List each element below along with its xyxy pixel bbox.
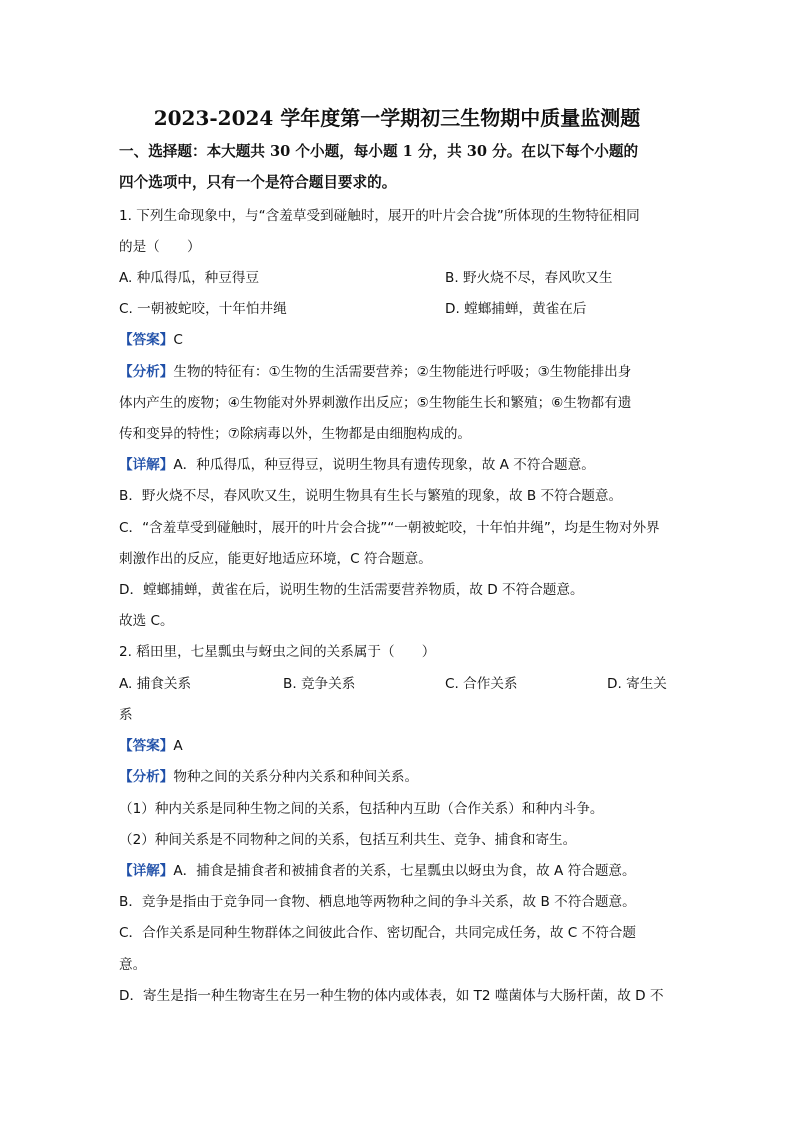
page-title: 2023-2024 学年度第一学期初三生物期中质量监测题 — [153, 106, 641, 130]
q2-option-d-wrap: 系 — [119, 707, 133, 723]
q2-analysis-line1 — [119, 767, 679, 787]
q1-option-b: B. 野火烧不尽，春风吹又生 — [445, 270, 613, 286]
q2-detail-c-line1: C．合作关系是同种生物群体之间彼此合作、密切配合，共同完成任务，故 C 不符合题 — [119, 925, 636, 941]
section-heading-line2: 四个选项中，只有一个是符合题目要求的。 — [119, 174, 397, 191]
q2-option-a: A. 捕食关系 — [119, 676, 192, 692]
q1-analysis-line1 — [119, 362, 679, 382]
answer-tag: 【答案】 — [119, 332, 174, 348]
q1-option-d: D. 螳螂捕蝉，黄雀在后 — [445, 301, 587, 317]
q1-stem-line1: 1. 下列生命现象中，与“含羞草受到碰触时，展开的叶片会合拢”所体现的生物特征相同 — [119, 208, 640, 224]
q2-option-c: C. 合作关系 — [445, 676, 518, 692]
q2-detail-d: D．寄生是指一种生物寄生在另一种生物的体内或体表，如 T2 噬菌体与大肠杆菌，故 D 不 — [119, 988, 664, 1004]
answer-tag: 【答案】 — [119, 738, 174, 754]
q1-detail-c-line2: 刺激作出的反应，能更好地适应环境，C 符合题意。 — [119, 551, 432, 567]
q1-option-a: A. 种瓜得瓜，种豆得豆 — [119, 270, 260, 286]
q1-detail-b: B．野火烧不尽，春风吹又生，说明生物具有生长与繁殖的现象，故 B 不符合题意。 — [119, 488, 623, 504]
q1-detail-a — [119, 455, 679, 475]
q2-answer — [119, 736, 679, 756]
q2-detail-a — [119, 861, 679, 881]
q1-conclusion: 故选 C。 — [119, 613, 174, 629]
q2-analysis-line2: （1）种内关系是同种生物之间的关系，包括种内互助（合作关系）和种内斗争。 — [119, 801, 604, 817]
q2-analysis-line3: （2）种间关系是不同物种之间的关系，包括互利共生、竞争、捕食和寄生。 — [119, 832, 577, 848]
q1-analysis-line2: 体内产生的废物；④生物能对外界刺激作出反应；⑤生物能生长和繁殖；⑥生物都有遗 — [119, 395, 632, 411]
q1-analysis-text1: 生物的特征有：①生物的生活需要营养；②生物能进行呼吸；③生物能排出身 — [173, 364, 632, 380]
q2-option-d: D. 寄生关 — [607, 676, 667, 692]
q1-detail-c-line1: C．“含羞草受到碰触时，展开的叶片会合拢”“一朝被蛇咬，十年怕井绳”，均是生物对外界 — [119, 520, 660, 536]
section-heading-line1: 一、选择题：本大题共 30 个小题，每小题 1 分，共 30 分。在以下每个小题的 — [119, 143, 639, 160]
q2-detail-a-text: A．捕食是捕食者和被捕食者的关系，七星瓢虫以蚜虫为食，故 A 符合题意。 — [173, 863, 636, 879]
q1-stem-line2: 的是（ ） — [119, 239, 201, 255]
q2-detail-b: B．竞争是指由于竞争同一食物、栖息地等两物种之间的争斗关系，故 B 不符合题意。 — [119, 894, 636, 910]
q1-answer-value: C — [173, 332, 183, 348]
q2-option-b: B. 竞争关系 — [283, 676, 356, 692]
analysis-tag: 【分析】 — [119, 364, 174, 380]
q1-detail-a-text: A．种瓜得瓜，种豆得豆，说明生物具有遗传现象，故 A 不符合题意。 — [173, 457, 595, 473]
analysis-tag: 【分析】 — [119, 769, 174, 785]
q2-answer-value: A — [173, 738, 183, 754]
q1-analysis-line3: 传和变异的特性；⑦除病毒以外，生物都是由细胞构成的。 — [119, 426, 472, 442]
detail-tag: 【详解】 — [119, 457, 174, 473]
q2-analysis-text1: 物种之间的关系分种内关系和种间关系。 — [173, 769, 419, 785]
q2-stem: 2. 稻田里，七星瓢虫与蚜虫之间的关系属于（ ） — [119, 644, 436, 660]
q1-detail-d: D．螳螂捕蝉，黄雀在后，说明生物的生活需要营养物质，故 D 不符合题意。 — [119, 582, 584, 598]
q2-detail-c-line2: 意。 — [119, 957, 147, 973]
q1-answer — [119, 330, 679, 350]
q1-option-c: C. 一朝被蛇咬，十年怕井绳 — [119, 301, 287, 317]
detail-tag: 【详解】 — [119, 863, 174, 879]
